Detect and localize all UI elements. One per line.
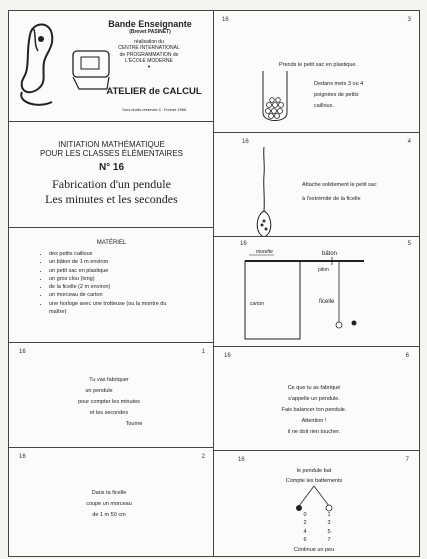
cover-drawing bbox=[12, 17, 72, 112]
materiel-item: • un bâton de 1 m environ bbox=[49, 258, 169, 266]
card-index: 3 bbox=[407, 17, 411, 23]
card-2-line: de 1 m 50 cm bbox=[92, 512, 126, 518]
cover-rights: Tous droits réservés C. Freinet 1966 bbox=[121, 107, 187, 112]
cover-line-4: L'ÉCOLE MODERNE bbox=[125, 57, 173, 64]
cover-card bbox=[9, 11, 214, 122]
materiel-item: • des petits cailloux bbox=[49, 250, 169, 258]
card-1-line: Tu vas fabriquer bbox=[89, 377, 129, 383]
intro-line-2: POUR LES CLASSES ÉLÉMENTAIRES bbox=[39, 149, 183, 158]
card-index: 1 bbox=[201, 349, 205, 355]
bag-of-pebbles-drawing bbox=[260, 69, 290, 125]
card-5 bbox=[214, 237, 419, 347]
card-number: 16 bbox=[238, 457, 245, 463]
card-index: 7 bbox=[405, 457, 409, 463]
card-7-line: le pendule bat bbox=[296, 468, 332, 474]
count-right: 3 bbox=[327, 520, 331, 527]
card-4-line: Attache solidement le petit sac bbox=[302, 182, 377, 188]
card-7 bbox=[214, 451, 419, 556]
materiel-item: • un gros clou (long) bbox=[49, 275, 169, 283]
label-ficelle: ficelle bbox=[319, 299, 335, 305]
count-left: 4 bbox=[303, 528, 307, 535]
intro-line-1: INITIATION MATHÉMATIQUE bbox=[58, 140, 165, 149]
materiel-item: • de la ficelle (2 m environ) bbox=[49, 283, 169, 291]
cover-line-2: CENTRE INTERNATIONAL bbox=[118, 45, 180, 52]
materiel-card bbox=[9, 228, 214, 343]
intro-number: N° 16 bbox=[98, 162, 125, 173]
materiel-item: • une horloge avec une trotteuse (ou la montre du maître) bbox=[49, 300, 169, 317]
card-index: 5 bbox=[407, 241, 411, 247]
card-3-line: poignées de petits bbox=[314, 92, 359, 98]
card-7-line: Compte les battements bbox=[285, 477, 343, 484]
count-right: 1 bbox=[327, 512, 331, 518]
card-6 bbox=[214, 347, 419, 451]
card-index: 2 bbox=[201, 454, 205, 460]
materiel-title: MATÉRIEL bbox=[96, 240, 127, 246]
intro-title-2: Les minutes et les secondes bbox=[45, 192, 178, 206]
card-number: 16 bbox=[240, 241, 247, 247]
card-3 bbox=[214, 11, 419, 133]
card-1-line: et les secondes bbox=[89, 410, 129, 416]
swing-diagram bbox=[289, 484, 339, 514]
card-1-line: un pendule bbox=[85, 388, 113, 394]
intro-title-1: Fabrication d'un pendule bbox=[52, 177, 171, 191]
card-1-line: pour compter les minutes bbox=[78, 399, 140, 405]
card-2-line: coupe un morceau bbox=[86, 501, 132, 507]
card-index: 4 bbox=[407, 139, 411, 145]
cover-line-3: de PROGRAMMATION de bbox=[119, 51, 179, 58]
card-1 bbox=[9, 343, 214, 448]
card-number: 16 bbox=[242, 139, 249, 145]
intro-card bbox=[9, 122, 214, 228]
materiel-item: • un petit sac en plastique bbox=[49, 267, 169, 275]
materiel-list bbox=[41, 250, 169, 316]
cover-brevet: (Brevet PASINET) bbox=[129, 29, 171, 35]
card-number: 16 bbox=[224, 353, 231, 359]
cover-title: Bande Enseignante bbox=[108, 19, 192, 29]
card-number: 16 bbox=[19, 454, 26, 460]
card-6-line: Ce que tu as fabriqué bbox=[287, 385, 341, 391]
cover-bullet: • bbox=[147, 64, 151, 71]
card-1-line: Tourne bbox=[125, 421, 143, 427]
worksheet-page bbox=[8, 10, 420, 557]
card-2 bbox=[9, 448, 214, 556]
card-6-line: s'appelle un pendule. bbox=[288, 396, 340, 402]
cover-atelier: ATELIER de CALCUL bbox=[106, 86, 202, 97]
card-6-line: il ne doit rien toucher. bbox=[287, 429, 341, 435]
card-4 bbox=[214, 133, 419, 237]
card-3-line: Prends le petit sac en plastique. bbox=[279, 62, 357, 68]
label-baton: bâton bbox=[322, 251, 338, 257]
cover-line-1: réalisation du bbox=[134, 39, 164, 45]
materiel-item: • un morceau de carton bbox=[49, 291, 169, 299]
card-6-line: Fais balancer ton pendule. bbox=[281, 407, 347, 413]
count-right: 7 bbox=[327, 536, 331, 543]
pendulum-bag-drawing bbox=[252, 145, 276, 237]
count-left: 2 bbox=[303, 520, 307, 527]
label-piton: piton bbox=[318, 267, 329, 273]
card-number: 16 bbox=[19, 349, 26, 355]
card-index: 6 bbox=[405, 353, 409, 359]
count-right: 5 bbox=[327, 528, 331, 535]
label-murette: murette bbox=[256, 249, 273, 255]
card-4-line: à l'extrémité de la ficelle bbox=[302, 196, 361, 203]
card-3-line: cailloux. bbox=[314, 103, 334, 109]
card-2-line: Dans ta ficelle bbox=[91, 490, 127, 496]
card-7-footer: Continue un peu bbox=[293, 547, 335, 553]
card-3-line: Dedans mets 3 ou 4 bbox=[314, 81, 364, 87]
pendulum-setup-drawing bbox=[214, 237, 419, 347]
count-left: 6 bbox=[303, 536, 307, 543]
label-carton: carton bbox=[250, 301, 264, 307]
count-left: 0 bbox=[303, 512, 307, 518]
card-6-line: Attention ! bbox=[301, 418, 327, 424]
card-number: 16 bbox=[222, 17, 229, 23]
